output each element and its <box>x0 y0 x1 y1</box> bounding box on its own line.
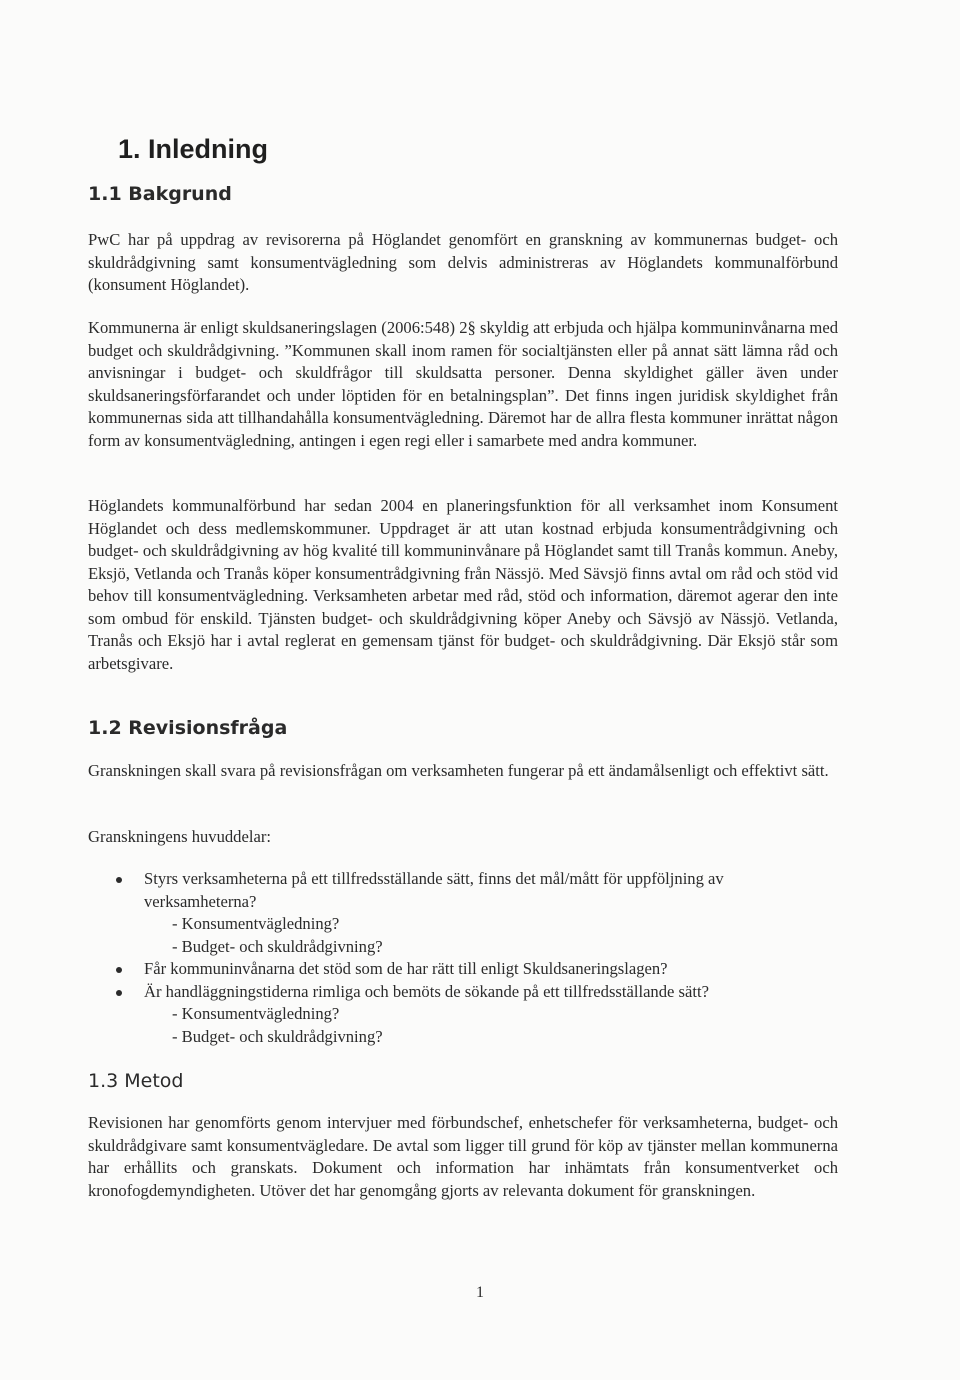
sub-item: - Budget- och skuldrådgivning? <box>172 936 383 956</box>
paragraph-bakgrund-1: PwC har på uppdrag av revisorerna på Höglandet genomfört en granskning av kommunernas budget- och skuldrådgivning samt konsumentvägledning som delvis administreras av Höglandets kommunalförbund (konsument Höglandet). <box>88 230 838 294</box>
bullet-text: Är handläggningstiderna rimliga och bemöts de sökande på ett tillfredsställande sätt? <box>144 981 709 1001</box>
list-item <box>112 958 832 981</box>
section-heading-bakgrund: 1.1 Bakgrund <box>88 183 232 205</box>
document-title: 1. Inledning <box>118 134 269 164</box>
page-number: 1 <box>476 1284 484 1301</box>
sub-item: - Konsumentvägledning? <box>172 1004 340 1023</box>
paragraph-bakgrund-2: Kommunerna är enligt skuldsaneringslagen (2006:548) 2§ skyldig att erbjuda och hjälpa kommuninvånarna med budget och skuldrådgivning. ”Kommunen skall inom ramen för socialtjänsten eller på annat sätt lämna råd och anvisningar i budget- och skuldfrågor till skuldsatta personer. Denna skyldighet gäller även under skuldsaneringsförfarandet och under löptiden för en betalningsplan”. Det finns ingen juridisk skyldighet från kommunernas sida att tillhandahålla konsumentvägledning. Däremot har de allra flesta kommuner inrättat någon form av konsumentvägledning, antingen i egen regi eller i samarbete med andra kommuner. <box>88 318 838 450</box>
section-heading-metod: 1.3 Metod <box>88 1070 184 1092</box>
list-item <box>112 868 832 958</box>
paragraph-huvuddelar: Granskningens huvuddelar: <box>88 827 271 846</box>
bullet-text: Får kommuninvånarna det stöd som de har rätt till enligt Skuldsaneringslagen? <box>144 959 668 978</box>
section-heading-revisionsfraga: 1.2 Revisionsfråga <box>88 717 288 739</box>
paragraph-metod: Revisionen har genomförts genom intervjuer med förbundschef, enhetschefer för verksamheterna, budget- och skuldrådgivare samt konsumentvägledare. De avtal som ligger till grund för köp av tjänster mellan kommunerna har erhållits och granskats. Dokument och information har inhämtats från konsumentverket och kronofogdemyndigheten. Utöver det har genomgång gjorts av relevanta dokument för granskningen. <box>88 1113 838 1200</box>
bullet-text: Styrs verksamheterna på ett tillfredsställande sätt, finns det mål/mått för uppföljning av verksamheterna? <box>144 869 724 911</box>
bullet-list <box>112 868 832 1048</box>
sub-item: - Budget- och skuldrådgivning? <box>172 1026 383 1046</box>
paragraph-revisionsfraga-1: Granskningen skall svara på revisionsfrågan om verksamheten fungerar på ett ändamålsenligt och effektivt sätt. <box>88 761 829 780</box>
sub-item: - Konsumentvägledning? <box>172 914 340 933</box>
paragraph-bakgrund-3: Höglandets kommunalförbund har sedan 2004 en planeringsfunktion för all verksamhet inom Konsument Höglandet och dess medlemskommuner. Uppdraget är att utan kostnad erbjuda konsumentrådgivning och budget- och skuldrådgivning av hög kvalité till kommuninvånare på Höglandet samt till Tranås kommun. Aneby, Eksjö, Vetlanda och Tranås köper konsumentrådgivning från Nässjö. Med Sävsjö finns avtal om råd och stöd vid behov till konsumentvägledning. Verksamheten arbetar med råd, stöd och information, däremot agerar den inte som ombud för enskild. Tjänsten budget- och skuldrådgivning köper Aneby och Sävsjö av Nässjö. Vetlanda, Tranås och Eksjö har i avtal reglerat en gemensam tjänst för budget- och skuldrådgivning. Där Eksjö står som arbetsgivare. <box>88 496 838 673</box>
list-item <box>112 981 832 1049</box>
